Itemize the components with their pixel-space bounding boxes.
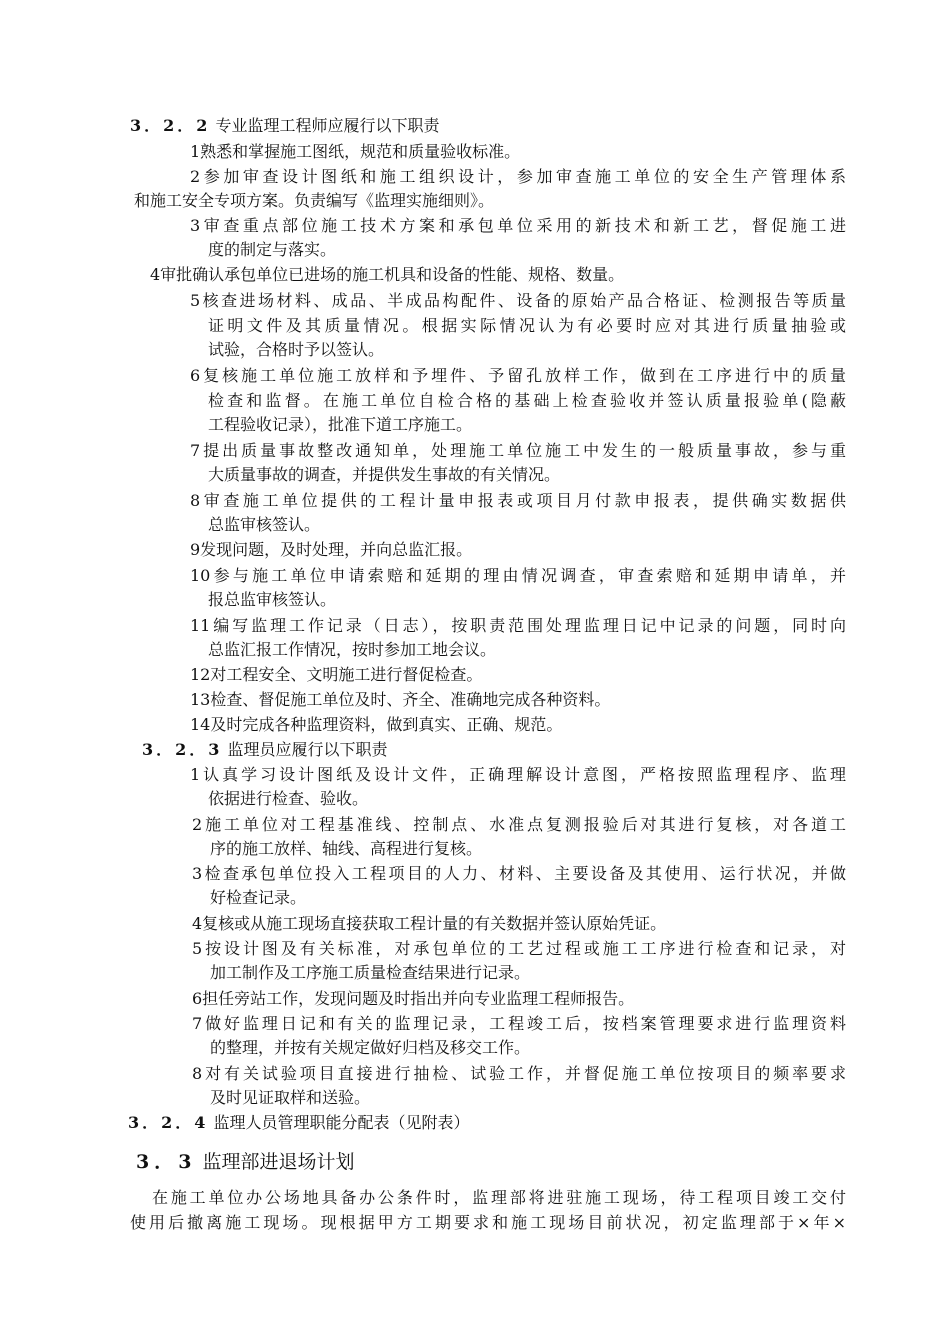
- list-item-continuation: 序的施工放样、轴线、高程进行复核。: [210, 839, 483, 858]
- section-number: 3．2．3: [142, 740, 223, 759]
- section-number: 3．2．2: [130, 116, 211, 135]
- list-item: 10参与施工单位申请索赔和延期的理由情况调查，审查索赔和延期申请单，并: [190, 566, 846, 585]
- paragraph-line: 使用后撤离施工现场。现根据甲方工期要求和施工现场目前状况，初定监理部于×年×: [130, 1213, 846, 1232]
- list-item: 1熟悉和掌握施工图纸，规范和质量验收标准。: [190, 142, 521, 161]
- list-item: 2施工单位对工程基准线、控制点、水准点复测报验后对其进行复核，对各道工: [192, 815, 846, 834]
- list-item: 3审查重点部位施工技术方案和承包单位采用的新技术和新工艺，督促施工进: [190, 216, 846, 235]
- list-item: 13检查、督促施工单位及时、齐全、准确地完成各种资料。: [190, 690, 611, 709]
- list-item: 7提出质量事故整改通知单，处理施工单位施工中发生的一般质量事故，参与重: [190, 441, 846, 460]
- list-item: 3检查承包单位投入工程项目的人力、材料、主要设备及其使用、运行状况，并做: [192, 864, 846, 883]
- section-title: 专业监理工程师应履行以下职责: [215, 116, 440, 135]
- section-number: 3．2．4: [128, 1113, 209, 1132]
- list-item: 4审批确认承包单位已进场的施工机具和设备的性能、规格、数量。: [150, 265, 625, 284]
- section-title: 监理部进退场计划: [202, 1151, 355, 1173]
- list-item-continuation: 大质量事故的调查，并提供发生事故的有关情况。: [208, 465, 561, 484]
- list-item-continuation: 总监汇报工作情况，按时参加工地会议。: [208, 640, 497, 659]
- list-item-continuation: 好检查记录。: [210, 888, 307, 907]
- section-heading-3-2-2: [130, 114, 440, 138]
- list-item: 4复核或从施工现场直接获取工程计量的有关数据并签认原始凭证。: [192, 914, 667, 933]
- list-item-continuation: 和施工安全专项方案。负责编写《监理实施细则》。: [134, 191, 495, 210]
- list-item-continuation: 依据进行检查、验收。: [208, 789, 369, 808]
- list-item: 5按设计图及有关标准，对承包单位的工艺过程或施工工序进行检查和记录，对: [192, 939, 846, 958]
- list-item-continuation: 加工制作及工序施工质量检查结果进行记录。: [210, 963, 531, 982]
- list-item: 11编写监理工作记录（日志），按职责范围处理监理日记中记录的问题，同时向: [190, 616, 846, 635]
- list-item-continuation: 总监审核签认。: [208, 515, 321, 534]
- list-item-continuation: 工程验收记录），批准下道工序施工。: [208, 415, 473, 434]
- list-item-continuation: 试验，合格时予以签认。: [208, 340, 385, 359]
- list-item: 7做好监理日记和有关的监理记录，工程竣工后，按档案管理要求进行监理资料: [192, 1014, 846, 1033]
- list-item: 8对有关试验项目直接进行抽检、试验工作，并督促施工单位按项目的频率要求: [192, 1064, 846, 1083]
- list-item: 8审查施工单位提供的工程计量申报表或项目月付款申报表，提供确实数据供: [190, 491, 846, 510]
- list-item: 6复核施工单位施工放样和予埋件、予留孔放样工作，做到在工序进行中的质量: [190, 366, 846, 385]
- list-item-continuation: 的整理，并按有关规定做好归档及移交工作。: [210, 1038, 531, 1057]
- section-heading-3-2-4: [128, 1111, 470, 1135]
- section-heading-3-2-3: [142, 738, 388, 762]
- list-item: 14及时完成各种监理资料，做到真实、正确、规范。: [190, 715, 563, 734]
- section-title: 监理员应履行以下职责: [227, 740, 388, 759]
- list-item: 1认真学习设计图纸及设计文件，正确理解设计意图，严格按照监理程序、监理: [190, 765, 846, 784]
- list-item: 12对工程安全、文明施工进行督促检查。: [190, 665, 483, 684]
- list-item: 6担任旁站工作，发现问题及时指出并向专业监理工程师报告。: [192, 989, 635, 1008]
- list-item-continuation: 报总监审核签认。: [208, 590, 337, 609]
- list-item: 2参加审查设计图纸和施工组织设计，参加审查施工单位的安全生产管理体系: [190, 167, 846, 186]
- list-item-continuation: 度的制定与落实。: [208, 240, 337, 259]
- paragraph-line: 在施工单位办公场地具备办公条件时，监理部将进驻施工现场，待工程项目竣工交付: [152, 1188, 846, 1207]
- list-item-continuation: 及时见证取样和送验。: [210, 1088, 371, 1107]
- section-heading-3-3: [136, 1148, 355, 1176]
- list-item: 9发现问题，及时处理，并向总监汇报。: [190, 540, 473, 559]
- list-item-continuation: 检查和监督。在施工单位自检合格的基础上检查验收并签认质量报验单(隐蔽: [208, 391, 846, 410]
- section-number: 3．3: [136, 1151, 197, 1173]
- section-title: 监理人员管理职能分配表（见附表）: [213, 1113, 470, 1132]
- list-item-continuation: 证明文件及其质量情况。根据实际情况认为有必要时应对其进行质量抽验或: [208, 316, 846, 335]
- list-item: 5核查进场材料、成品、半成品构配件、设备的原始产品合格证、检测报告等质量: [190, 291, 846, 310]
